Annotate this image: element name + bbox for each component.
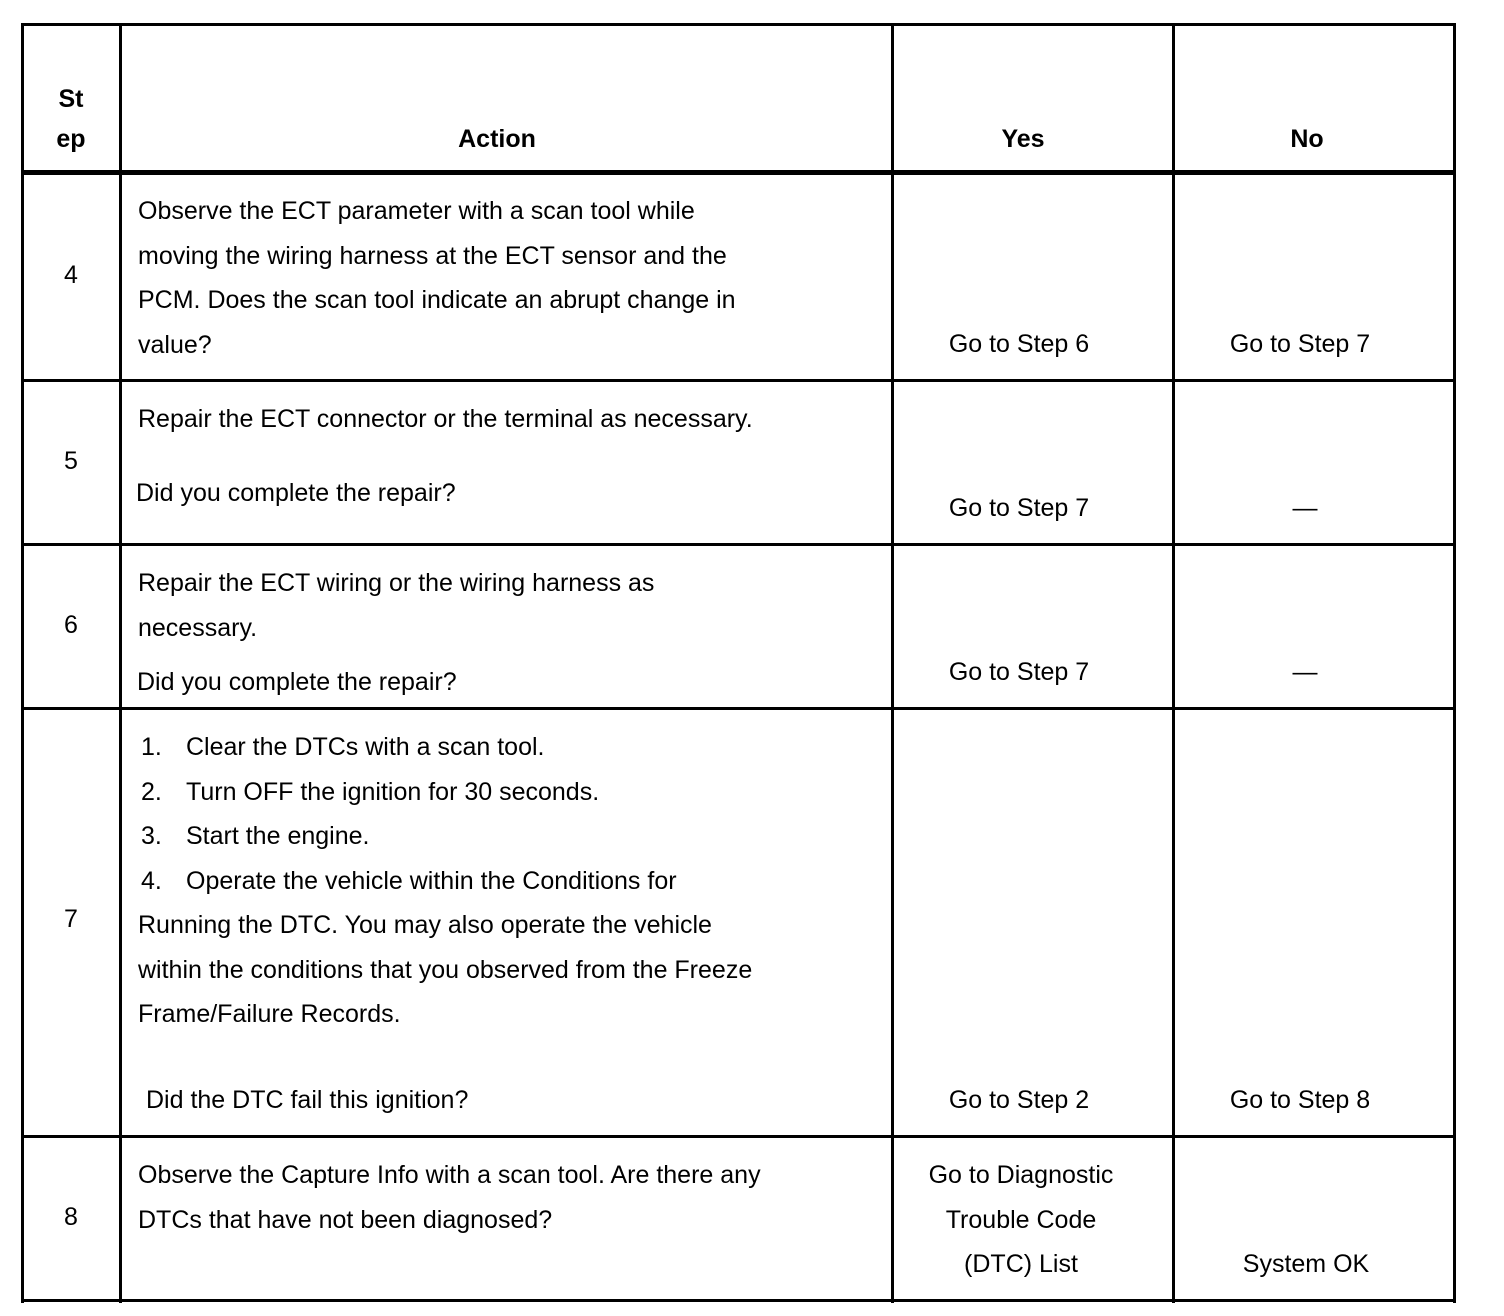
table-border-right xyxy=(1453,23,1456,1303)
action-line: necessary. xyxy=(138,613,258,642)
no-result: Go to Step 8 xyxy=(1229,1086,1371,1114)
list-item xyxy=(138,814,752,859)
step-number: 8 xyxy=(64,1203,78,1231)
list-item-number: 4. xyxy=(141,866,162,895)
action-question: Did you complete the repair? xyxy=(136,479,456,507)
header-action: Action xyxy=(458,125,536,153)
row-divider xyxy=(21,543,1456,546)
action-question: Did you complete the repair? xyxy=(137,668,457,696)
action-line: Observe the ECT parameter with a scan tool while xyxy=(138,197,695,225)
header-divider xyxy=(21,170,1456,175)
list-item-text: Operate the vehicle within the Conditions for xyxy=(186,866,677,895)
header-step-line1: St xyxy=(58,85,84,113)
step-number: 4 xyxy=(64,261,78,289)
list-item xyxy=(138,859,752,904)
action-line: Observe the Capture Info with a scan tool. Are there any xyxy=(138,1161,761,1189)
action-line: Repair the ECT wiring or the wiring harness as xyxy=(138,569,655,597)
yes-result-line: Trouble Code xyxy=(945,1205,1097,1234)
table-border-left xyxy=(21,23,24,1303)
yes-result: Go to Step 2 xyxy=(948,1086,1090,1114)
yes-result-line: Go to Diagnostic xyxy=(928,1161,1114,1189)
action-text xyxy=(138,1153,761,1242)
list-item xyxy=(138,725,752,770)
row-divider xyxy=(21,379,1456,382)
yes-result: Go to Step 7 xyxy=(948,658,1090,686)
no-result: Go to Step 7 xyxy=(1229,330,1371,358)
action-steps-list xyxy=(138,725,752,903)
row-divider xyxy=(21,1135,1456,1138)
yes-result-line: (DTC) List xyxy=(964,1250,1078,1278)
action-line: DTCs that have not been diagnosed? xyxy=(138,1205,553,1234)
no-result: — xyxy=(1292,658,1318,686)
diagnostic-table xyxy=(21,23,1456,1303)
list-item-text: Turn OFF the ignition for 30 seconds. xyxy=(186,777,600,806)
yes-result: Go to Step 7 xyxy=(948,494,1090,522)
action-line: moving the wiring harness at the ECT sensor and the xyxy=(138,241,727,270)
list-item-text: Start the engine. xyxy=(186,822,370,850)
action-text xyxy=(138,561,654,650)
header-step xyxy=(21,79,121,159)
step-number: 6 xyxy=(64,611,78,639)
action-line: PCM. Does the scan tool indicate an abrupt change in xyxy=(138,286,736,314)
header-yes: Yes xyxy=(1001,125,1045,153)
table-border-top xyxy=(21,23,1456,26)
no-result: — xyxy=(1292,494,1318,522)
action-text xyxy=(138,189,736,367)
header-step-line2: ep xyxy=(56,125,86,153)
action-question: Did the DTC fail this ignition? xyxy=(146,1086,469,1114)
action-line: Frame/Failure Records. xyxy=(138,1000,401,1028)
no-result: System OK xyxy=(1242,1250,1370,1278)
action-line: within the conditions that you observed from the Freeze xyxy=(138,955,753,984)
yes-result xyxy=(894,1153,1148,1287)
action-text: Repair the ECT connector or the terminal as necessary. xyxy=(138,405,753,433)
list-item-text: Clear the DTCs with a scan tool. xyxy=(186,733,545,761)
list-item xyxy=(138,770,752,815)
list-item-number: 3. xyxy=(141,822,162,850)
step-number: 5 xyxy=(64,447,78,475)
table-border-bottom xyxy=(21,1299,1456,1302)
yes-result: Go to Step 6 xyxy=(948,330,1090,358)
column-divider xyxy=(119,23,122,1303)
action-line: Running the DTC. You may also operate the vehicle xyxy=(138,911,712,939)
action-line: value? xyxy=(138,330,212,359)
list-item-number: 1. xyxy=(141,733,162,761)
action-text xyxy=(138,725,752,1037)
header-no: No xyxy=(1290,125,1324,153)
step-number: 7 xyxy=(64,905,78,933)
list-item-number: 2. xyxy=(141,777,162,806)
row-divider xyxy=(21,707,1456,710)
